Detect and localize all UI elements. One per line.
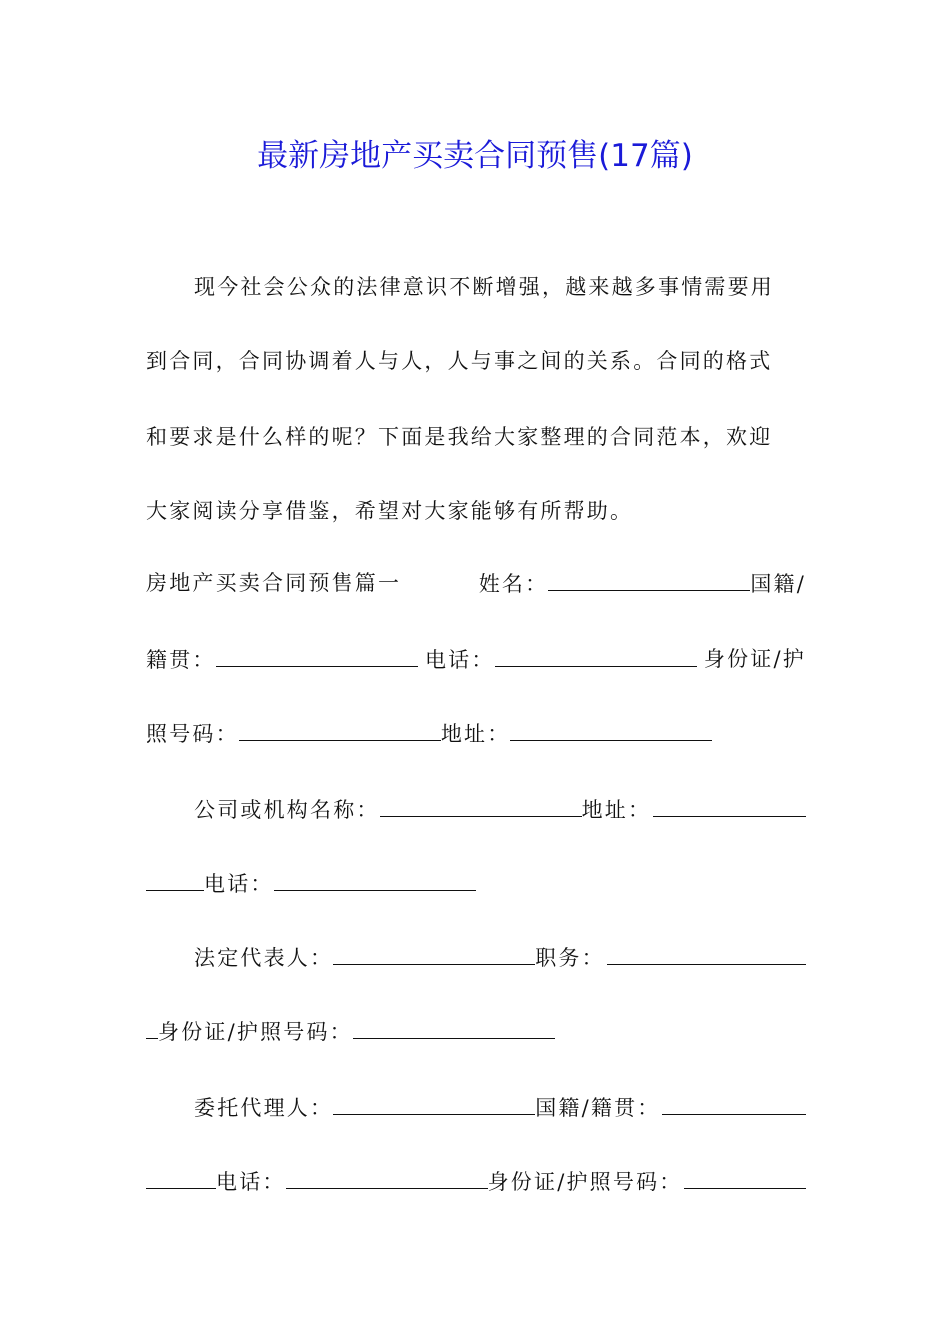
agent-label: 委托代理人：	[194, 1096, 334, 1120]
name-blank[interactable]	[548, 568, 750, 591]
legal-rep-blank[interactable]	[333, 942, 535, 965]
phone-group	[425, 644, 697, 675]
document-title: 最新房地产买卖合同预售(17篇)	[257, 138, 693, 174]
id-number-blank[interactable]	[239, 718, 441, 741]
phone-label: 电话：	[424, 648, 495, 672]
company-name-blank[interactable]	[380, 794, 582, 817]
agent-blank[interactable]	[333, 1092, 535, 1115]
position-blank-cont[interactable]	[146, 1016, 158, 1039]
id-label-part2: 照号码：	[146, 722, 239, 746]
address-blank[interactable]	[510, 718, 712, 741]
intro-line-1: 现今社会公众的法律意识不断增强，越来越多事情需要用	[194, 275, 774, 299]
native-place-blank[interactable]	[216, 644, 418, 667]
form-row-buyer-3	[146, 718, 806, 749]
form-row-agent-2	[146, 1166, 806, 1197]
phone-blank[interactable]	[495, 644, 697, 667]
address-label: 地址：	[440, 722, 511, 746]
company-address-label: 地址：	[581, 798, 652, 822]
legal-rep-label: 法定代表人：	[194, 946, 334, 970]
company-address-blank-cont[interactable]	[146, 868, 204, 891]
id-passport-blank[interactable]	[353, 1016, 555, 1039]
company-phone-label: 电话：	[204, 872, 274, 896]
agent-nationality-label: 国籍/籍贯：	[535, 1096, 661, 1120]
form-row-company-1	[194, 794, 806, 825]
agent-id-label: 身份证/护照号码：	[487, 1170, 683, 1194]
agent-nationality-blank-cont[interactable]	[146, 1166, 216, 1189]
form-row-agent-1	[194, 1092, 806, 1123]
section-heading: 房地产买卖合同预售篇一	[146, 571, 402, 595]
nationality-label: 国籍/	[750, 572, 806, 596]
form-row-company-2	[146, 868, 806, 899]
position-blank[interactable]	[607, 942, 806, 965]
agent-phone-blank[interactable]	[286, 1166, 488, 1189]
form-row-legal-1	[194, 942, 806, 973]
intro-line-2: 到合同，合同协调着人与人，人与事之间的关系。合同的格式	[146, 349, 773, 373]
form-row-buyer-1	[146, 568, 806, 599]
company-label: 公司或机构名称：	[194, 798, 380, 822]
id-passport-label: 身份证/护照号码：	[158, 1020, 353, 1044]
company-address-blank[interactable]	[653, 794, 806, 817]
position-label: 职务：	[535, 946, 605, 970]
form-row-legal-2	[146, 1016, 806, 1047]
id-number-group	[146, 718, 712, 749]
form-row-buyer-2	[146, 644, 806, 675]
company-phone-blank[interactable]	[274, 868, 476, 891]
intro-line-4: 大家阅读分享借鉴，希望对大家能够有所帮助。	[146, 499, 634, 523]
native-place-label: 籍贯：	[146, 648, 216, 672]
agent-phone-label: 电话：	[216, 1170, 286, 1194]
id-label-part1: 身份证/护	[703, 647, 806, 671]
native-place-group	[146, 644, 418, 675]
name-label: 姓名：	[478, 572, 549, 596]
intro-line-3: 和要求是什么样的呢？下面是我给大家整理的合同范本，欢迎	[146, 425, 773, 449]
agent-nationality-blank[interactable]	[662, 1092, 806, 1115]
agent-id-blank[interactable]	[684, 1166, 806, 1189]
name-field-group	[479, 568, 806, 599]
